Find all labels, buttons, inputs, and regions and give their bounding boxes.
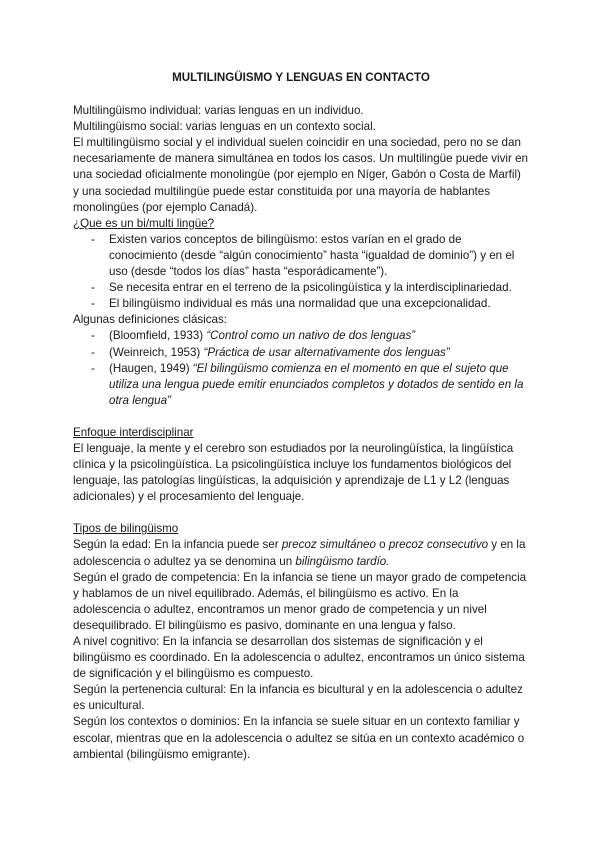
definition-quote: “Control como un nativo de dos lenguas” [206,329,416,343]
list-item [73,361,529,409]
bullet-dash: - [91,232,95,246]
bullet-text: El bilingüismo individual es más una normalidad que una excepcionalidad. [109,297,491,311]
edad-text: Según la edad: En la infancia puede ser [73,538,282,552]
definition-quote: “El bilingüismo comienza en el momento en que el sujeto que utiliza una lengua puede emitir enunciados completos y dotados de sentido en la otra lengua” [109,361,524,407]
section-spacer [73,409,529,425]
definition-author: (Haugen, 1949) [109,361,193,375]
intro-social: Multilingüismo social: varias lenguas en un contexto social. [73,120,376,134]
bullet-dash: - [91,281,95,295]
tipos-cognitivo-paragraph: A nivel cognitivo: En la infancia se desarrollan dos sistemas de significación y el bilingüismo es coordinado. En la adolescencia o adultez, encontramos un único sistema de significación y el bilingüismo es compuesto. [73,635,525,681]
edad-text: y en la adolescencia o adultez ya se denomina un [73,538,526,568]
definition-quote: “Práctica de usar alternativamente dos lenguas” [203,345,450,359]
list-item [73,328,529,344]
intro-paragraph: El multilingüismo social y el individual suelen coincidir en una sociedad, pero no se dan necesariamente de manera simultánea en todos los casos. Un multilingüe puede vivir en una sociedad oficialmente monolingüe (por ejemplo en Níger, Gabón o Costa de Marfil) y una sociedad multilingüe puede estar constituida por una mayoría de hablantes monolingües (por ejemplo Canadá). [73,136,528,214]
tipos-competencia-paragraph: Según el grado de competencia: En la infancia se tiene un mayor grado de competencia y hablamos de un nivel equilibrado. Además, el bilingüismo es activo. En la adolescencia o adultez, encontramos un menor grado de competencia y un nivel desequilibrado. El bilingüismo es pasivo, dominante en una lengua y falso. [73,570,527,632]
intro-individual: Multilingüismo individual: varias lenguas en un individuo. [73,104,364,118]
definitions-heading: Algunas definiciones clásicas: [73,313,228,327]
definition-author: (Weinreich, 1953) [109,345,204,359]
section-spacer [73,505,529,521]
edad-text: o [375,538,389,552]
bullet-dash: - [91,345,95,359]
bullet-dash: - [91,361,95,375]
definitions-list [73,328,529,408]
document-title: MULTILINGÜISMO Y LENGUAS EN CONTACTO [172,71,430,84]
tipos-heading: Tipos de bilingüismo [73,522,179,536]
bullet-text: Existen varios conceptos de bilingüismo: estos varían en el grado de conocimiento (desde “algún conocimiento” hasta “igualdad de dominio”) y en el uso (desde “todos los días” hasta “esporádicamente”). [109,232,515,279]
list-item [73,280,529,296]
list-item [73,232,529,280]
bullet-text: Se necesita entrar en el terreno de la psicolingüística y la interdisciplinariedad. [109,281,512,295]
enfoque-paragraph: El lenguaje, la mente y el cerebro son estudiados por la neurolingüística, la lingüística clínica y la psicolingüística. La psicolingüística incluye los fundamentos biológicos del lenguaje, las patologías lingüísticas, la adquisición y aprendizaje de L1 y L2 (lenguas adicionales) y el procesamiento del lenguaje. [73,441,514,504]
tipos-contextos-paragraph: Según los contextos o dominios: En la infancia se suele situar en un contexto familiar y escolar, mientras que en la adolescencia o adultez se sitúa en un contexto académico o ambiental (bilingüismo emigrante). [73,715,525,761]
bullet-dash: - [91,297,95,311]
enfoque-heading: Enfoque interdisciplinar [73,425,194,439]
tipos-edad-paragraph [73,537,529,569]
definition-author: (Bloomfield, 1933) [109,329,207,343]
bullet-dash: - [91,329,95,343]
list-item [73,345,529,361]
question-bullet-list [73,232,529,312]
list-item [73,296,529,312]
edad-term: precoz simultáneo [281,538,376,552]
question-heading: ¿Que es un bi/multi lingüe? [73,216,215,230]
tipos-cultural-paragraph: Según la pertenencia cultural: En la infancia es bicultural y en la adolescencia o adultez es unicultural. [73,683,523,713]
edad-term: bilingüismo tardío. [295,554,390,568]
document-body [73,70,529,763]
edad-term: precoz consecutivo [388,538,489,552]
